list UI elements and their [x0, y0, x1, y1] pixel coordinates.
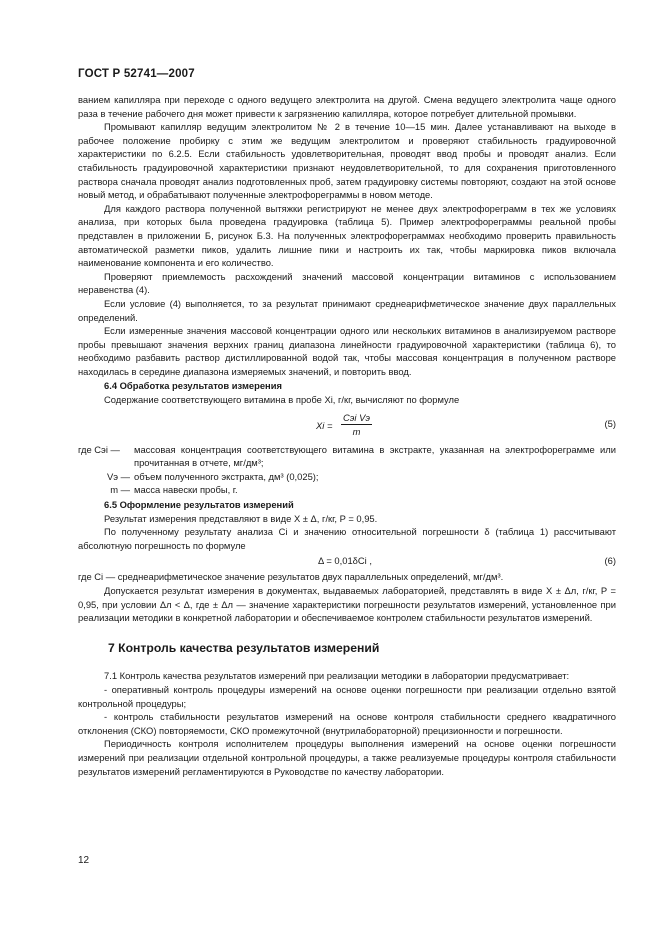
where-symbol: где Cэi —: [78, 443, 120, 455]
where-symbol: Vэ —: [106, 470, 130, 482]
paragraph: Для каждого раствора полученной вытяжки регистрируют не менее двух электрофореграмм в тех же условиях анализа, при которых была проведена градуировка (таблица 5). Пример электрофореграммы реальной пробы представлен в приложении Б, рисунок Б.3. На полученных электрофореграммах необходимо проверить правильность автоматической разметки пиков, удалить лишние пики и настроить их так, чтобы маркировка пиков включала наименование компонента и его количество.: [78, 202, 616, 269]
where-item: [78, 483, 616, 497]
paragraph: ванием капилляра при переходе с одного ведущего электролита на другой. Смена ведущего электролита чаще одного раза в течение рабочего дня может привести к загрязнению капилляра, которое потребует длительной промывки.: [78, 94, 616, 119]
document-body: [78, 93, 616, 778]
equation-number: (6): [604, 555, 616, 567]
paragraph: Если условие (4) выполняется, то за результат принимают среднеарифметическое значение двух параллельных определений.: [78, 297, 616, 323]
section-heading-7: 7 Контроль качества результатов измерений: [108, 640, 380, 655]
where-text: объем полученного экстракта, дм³ (0,025);: [134, 470, 319, 482]
page-number: 12: [78, 855, 90, 866]
formula-5: [78, 409, 616, 441]
paragraph: где Ci — среднеарифметическое значение результатов двух параллельных определений, мг/дм³.: [78, 571, 504, 583]
where-item: [78, 470, 616, 484]
section-heading-6-5: 6.5 Оформление результатов измерений: [104, 499, 294, 511]
section-heading-6-4: 6.4 Обработка результатов измерения: [104, 380, 282, 392]
paragraph: Результат измерения представляют в виде X ± Δ, г/кг, P = 0,95.: [104, 512, 378, 524]
document-header: ГОСТ Р 52741—2007: [78, 68, 195, 80]
formula-6: [78, 552, 616, 570]
paragraph: Промывают капилляр ведущим электролитом № 2 в течение 10—15 мин. Далее устанавливают на выходе в рабочее положение пробирку с этим же ведущим электролитом и проверяют стабильность градуировочной характеристики по 6.2.5. Если стабильность удовлетворительная, проводят ввод пробы и проводят анализ. Если стабильность градуировочной характеристики признают неудовлетворительной, то для сохранения приготовленного раствора сначала проводят анализ подготовленных проб, затем градуировку системы повторяют, создают на этой основе новый метод, и обрабатывают полученные электрофореграммы в новом методе.: [78, 121, 616, 201]
paragraph: Если измеренные значения массовой концентрации одного или нескольких витаминов в анализируемом растворе пробы превышают значения верхних границ диапазона линейности градуировочной характеристики (таблица 6), то необходимо разбавить раствор дистиллированной водой так, чтобы массовая концентрация в полученном растворе находилась в середине диапазона измеряемых значений, и повторить ввод.: [78, 325, 616, 377]
formula-expression: Δ = 0,01δCi ,: [318, 555, 372, 567]
where-item: [78, 443, 616, 470]
equation-number: (5): [604, 417, 616, 429]
formula-lhs: Xi =: [316, 419, 333, 431]
list-item: - оперативный контроль процедуры измерений на основе оценки погрешности при реализации отдельно взятой контрольной процедуры;: [78, 683, 616, 709]
where-text: массовая концентрация соответствующего витамина в экстракте, указанная на электрофореграмме или прочитанная в отчете, мг/дм³;: [134, 443, 616, 469]
paragraph: Допускается результат измерения в документах, выдаваемых лабораторией, представлять в виде X ± Δл, г/кг, P = 0,95, при условии Δл < Δ, где ± Δл — значение характеристики погрешности результатов измерений, установленное при реализации методики в конкретной лаборатории и обеспечиваемое контролем стабильности результатов измерений.: [78, 585, 616, 624]
paragraph: Проверяют приемлемость расхождений значений массовой концентрации витаминов с использованием неравенства (4).: [78, 270, 616, 296]
where-text: масса навески пробы, г.: [134, 484, 238, 496]
paragraph: По полученному результату анализа Ci и значению относительной погрешности δ (таблица 1) рассчитывают абсолютную погрешность по формуле: [78, 526, 616, 551]
paragraph: Периодичность контроля исполнителем процедуры выполнения измерений на основе оценки погрешности измерений при реализации отдельной контрольной процедуры, а также реализуемые процедуры контроля стабильности результатов измерений регламентируются в Руководстве по качеству лаборатории.: [78, 738, 616, 777]
formula-denominator: m: [352, 426, 361, 438]
list-item: - контроль стабильности результатов измерений на основе контроля стабильности среднего квадратичного отклонения (СКО) повторяемости, СКО промежуточной (внутрилабораторной) прецизионности и погрешности.: [78, 711, 616, 736]
where-symbol: m —: [110, 484, 130, 496]
paragraph: 7.1 Контроль качества результатов измерений при реализации методики в лаборатории предусматривает:: [104, 670, 570, 682]
paragraph: Содержание соответствующего витамина в пробе Xi, г/кг, вычисляют по формуле: [104, 394, 460, 406]
formula-numerator: Cэi Vэ: [341, 411, 372, 426]
